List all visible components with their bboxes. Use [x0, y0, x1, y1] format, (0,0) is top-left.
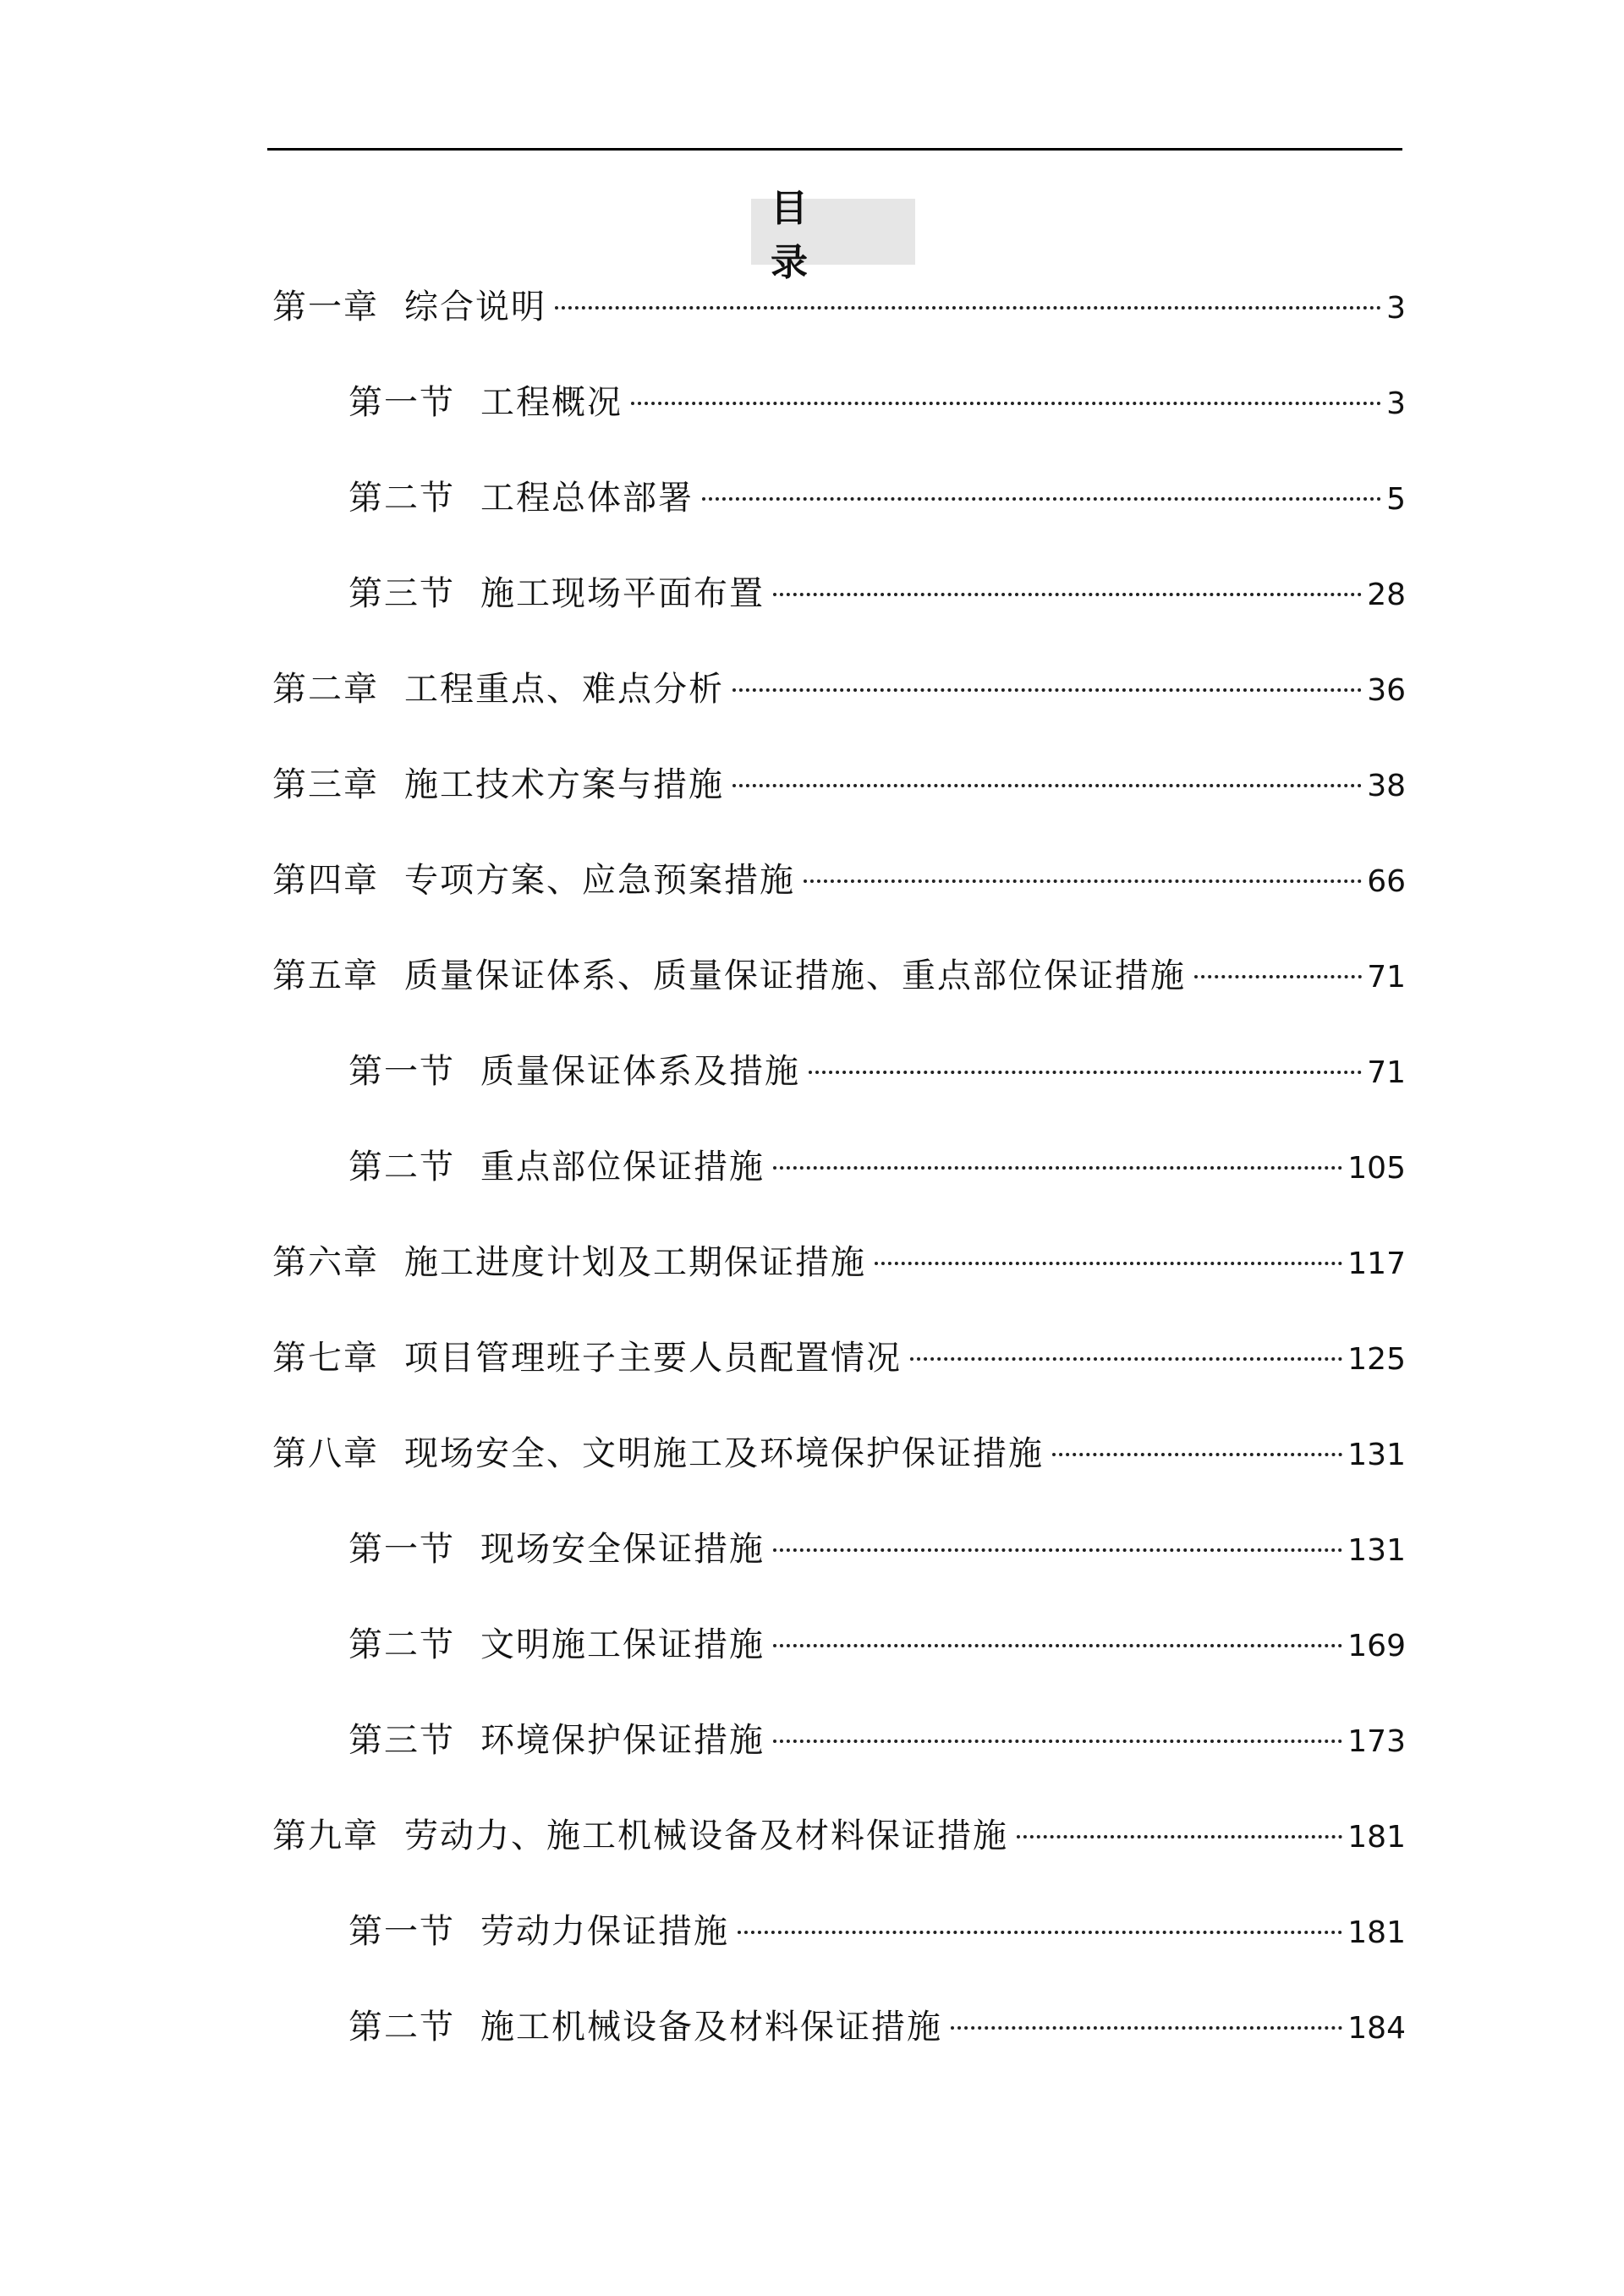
- toc-entry-heading: 施工现场平面布置: [480, 574, 765, 613]
- toc-entry-heading: 环境保护保证措施: [480, 1721, 765, 1760]
- toc-entry-heading: 工程概况: [480, 383, 623, 422]
- toc-entry-chapter[interactable]: [272, 951, 1406, 1001]
- toc-entry-section[interactable]: [348, 1619, 1406, 1670]
- toc-entry-heading: 工程重点、难点分析: [404, 670, 724, 709]
- toc-entry-number: 第五章: [272, 956, 379, 995]
- toc-entry-number: 第二节: [348, 2008, 455, 2047]
- toc-entry-heading: 施工技术方案与措施: [404, 765, 724, 804]
- toc-entry-heading: 质量保证体系及措施: [480, 1052, 800, 1091]
- toc-entry-heading: 劳动力、施工机械设备及材料保证措施: [404, 1817, 1008, 1855]
- toc-entry-page-number: 131: [1347, 1438, 1406, 1472]
- toc-entry-chapter[interactable]: [272, 1811, 1406, 1861]
- toc-dot-leader: [773, 1548, 1342, 1552]
- toc-entry-chapter[interactable]: [272, 1428, 1406, 1479]
- toc-entry-page-number: 181: [1347, 1820, 1406, 1855]
- toc-entry-section[interactable]: [348, 1715, 1406, 1766]
- toc-entry-page-number: 38: [1367, 769, 1406, 803]
- toc-entry-number: 第三章: [272, 765, 379, 804]
- toc-dot-leader: [910, 1357, 1342, 1361]
- toc-entry-section[interactable]: [348, 1524, 1406, 1575]
- toc-entry-heading: 施工进度计划及工期保证措施: [404, 1243, 866, 1282]
- toc-entry-heading: 重点部位保证措施: [480, 1148, 765, 1186]
- toc-entry-chapter[interactable]: [272, 282, 1406, 332]
- toc-entry-number: 第九章: [272, 1817, 379, 1855]
- toc-entry-number: 第二章: [272, 670, 379, 709]
- toc-entry-chapter[interactable]: [272, 1237, 1406, 1288]
- toc-entry-heading: 施工机械设备及材料保证措施: [480, 2008, 942, 2047]
- toc-entry-heading: 文明施工保证措施: [480, 1625, 765, 1664]
- toc-entry-section[interactable]: [348, 1142, 1406, 1192]
- toc-dot-leader: [773, 1644, 1342, 1647]
- toc-dot-leader: [773, 1740, 1342, 1743]
- toc-entry-number: 第三节: [348, 1721, 455, 1760]
- toc-entry-heading: 专项方案、应急预案措施: [404, 861, 795, 900]
- toc-entry-number: 第六章: [272, 1243, 379, 1282]
- toc-dot-leader: [738, 1931, 1342, 1934]
- toc-entry-number: 第三节: [348, 574, 455, 613]
- toc-entry-page-number: 173: [1347, 1724, 1406, 1759]
- toc-entry-heading: 项目管理班子主要人员配置情况: [404, 1339, 902, 1378]
- toc-entry-number: 第八章: [272, 1434, 379, 1473]
- toc-entry-number: 第一节: [348, 1052, 455, 1091]
- toc-entry-heading: 劳动力保证措施: [480, 1912, 729, 1951]
- toc-entry-section[interactable]: [348, 1906, 1406, 1957]
- toc-entry-number: 第四章: [272, 861, 379, 900]
- toc-entry-heading: 现场安全、文明施工及环境保护保证措施: [404, 1434, 1044, 1473]
- toc-entry-page-number: 184: [1347, 2011, 1406, 2046]
- toc-entry-page-number: 169: [1347, 1629, 1406, 1663]
- toc-dot-leader: [732, 784, 1362, 787]
- toc-entry-number: 第二节: [348, 1148, 455, 1186]
- toc-entry-page-number: 36: [1367, 673, 1406, 708]
- toc-entry-page-number: 5: [1386, 482, 1406, 517]
- toc-entry-page-number: 3: [1386, 386, 1406, 421]
- toc-entry-page-number: 117: [1347, 1247, 1406, 1281]
- toc-entry-page-number: 125: [1347, 1342, 1406, 1377]
- toc-entry-heading: 工程总体部署: [480, 479, 694, 518]
- toc-entry-number: 第二节: [348, 1625, 455, 1664]
- toc-entry-number: 第一节: [348, 1912, 455, 1951]
- toc-dot-leader: [875, 1262, 1342, 1265]
- toc-entry-page-number: 181: [1347, 1915, 1406, 1950]
- toc-entry-section[interactable]: [348, 473, 1406, 523]
- toc-entry-section[interactable]: [348, 1046, 1406, 1097]
- toc-entry-page-number: 28: [1367, 578, 1406, 612]
- toc-dot-leader: [1052, 1453, 1342, 1456]
- toc-title: 目 录: [751, 199, 915, 265]
- toc-entry-number: 第一章: [272, 288, 379, 326]
- toc-entry-heading: 质量保证体系、质量保证措施、重点部位保证措施: [404, 956, 1186, 995]
- toc-entry-chapter[interactable]: [272, 1333, 1406, 1384]
- toc-dot-leader: [631, 402, 1381, 405]
- toc-dot-leader: [702, 497, 1381, 501]
- toc-entry-page-number: 66: [1367, 864, 1406, 899]
- toc-entry-chapter[interactable]: [272, 759, 1406, 810]
- toc-dot-leader: [773, 593, 1362, 596]
- toc-entry-chapter[interactable]: [272, 664, 1406, 715]
- toc-entry-page-number: 71: [1367, 960, 1406, 995]
- toc-entry-number: 第一节: [348, 1530, 455, 1569]
- toc-entry-number: 第一节: [348, 383, 455, 422]
- toc-dot-leader: [951, 2026, 1342, 2030]
- toc-dot-leader: [555, 306, 1381, 310]
- toc-dot-leader: [809, 1071, 1362, 1074]
- toc-entry-page-number: 105: [1347, 1151, 1406, 1186]
- toc-dot-leader: [1194, 975, 1362, 978]
- toc-entry-section[interactable]: [348, 568, 1406, 619]
- toc-dot-leader: [732, 688, 1362, 692]
- toc-entry-section[interactable]: [348, 377, 1406, 428]
- toc-entry-chapter[interactable]: [272, 855, 1406, 906]
- toc-entry-number: 第二节: [348, 479, 455, 518]
- toc-entry-page-number: 131: [1347, 1533, 1406, 1568]
- toc-entry-number: 第七章: [272, 1339, 379, 1378]
- toc-entry-heading: 综合说明: [404, 288, 546, 326]
- toc-dot-leader: [1017, 1835, 1342, 1838]
- toc-entry-heading: 现场安全保证措施: [480, 1530, 765, 1569]
- toc-entry-section[interactable]: [348, 2002, 1406, 2052]
- toc-entry-page-number: 71: [1367, 1055, 1406, 1090]
- toc-dot-leader: [773, 1166, 1342, 1170]
- toc-dot-leader: [804, 879, 1362, 883]
- toc-entry-page-number: 3: [1386, 291, 1406, 326]
